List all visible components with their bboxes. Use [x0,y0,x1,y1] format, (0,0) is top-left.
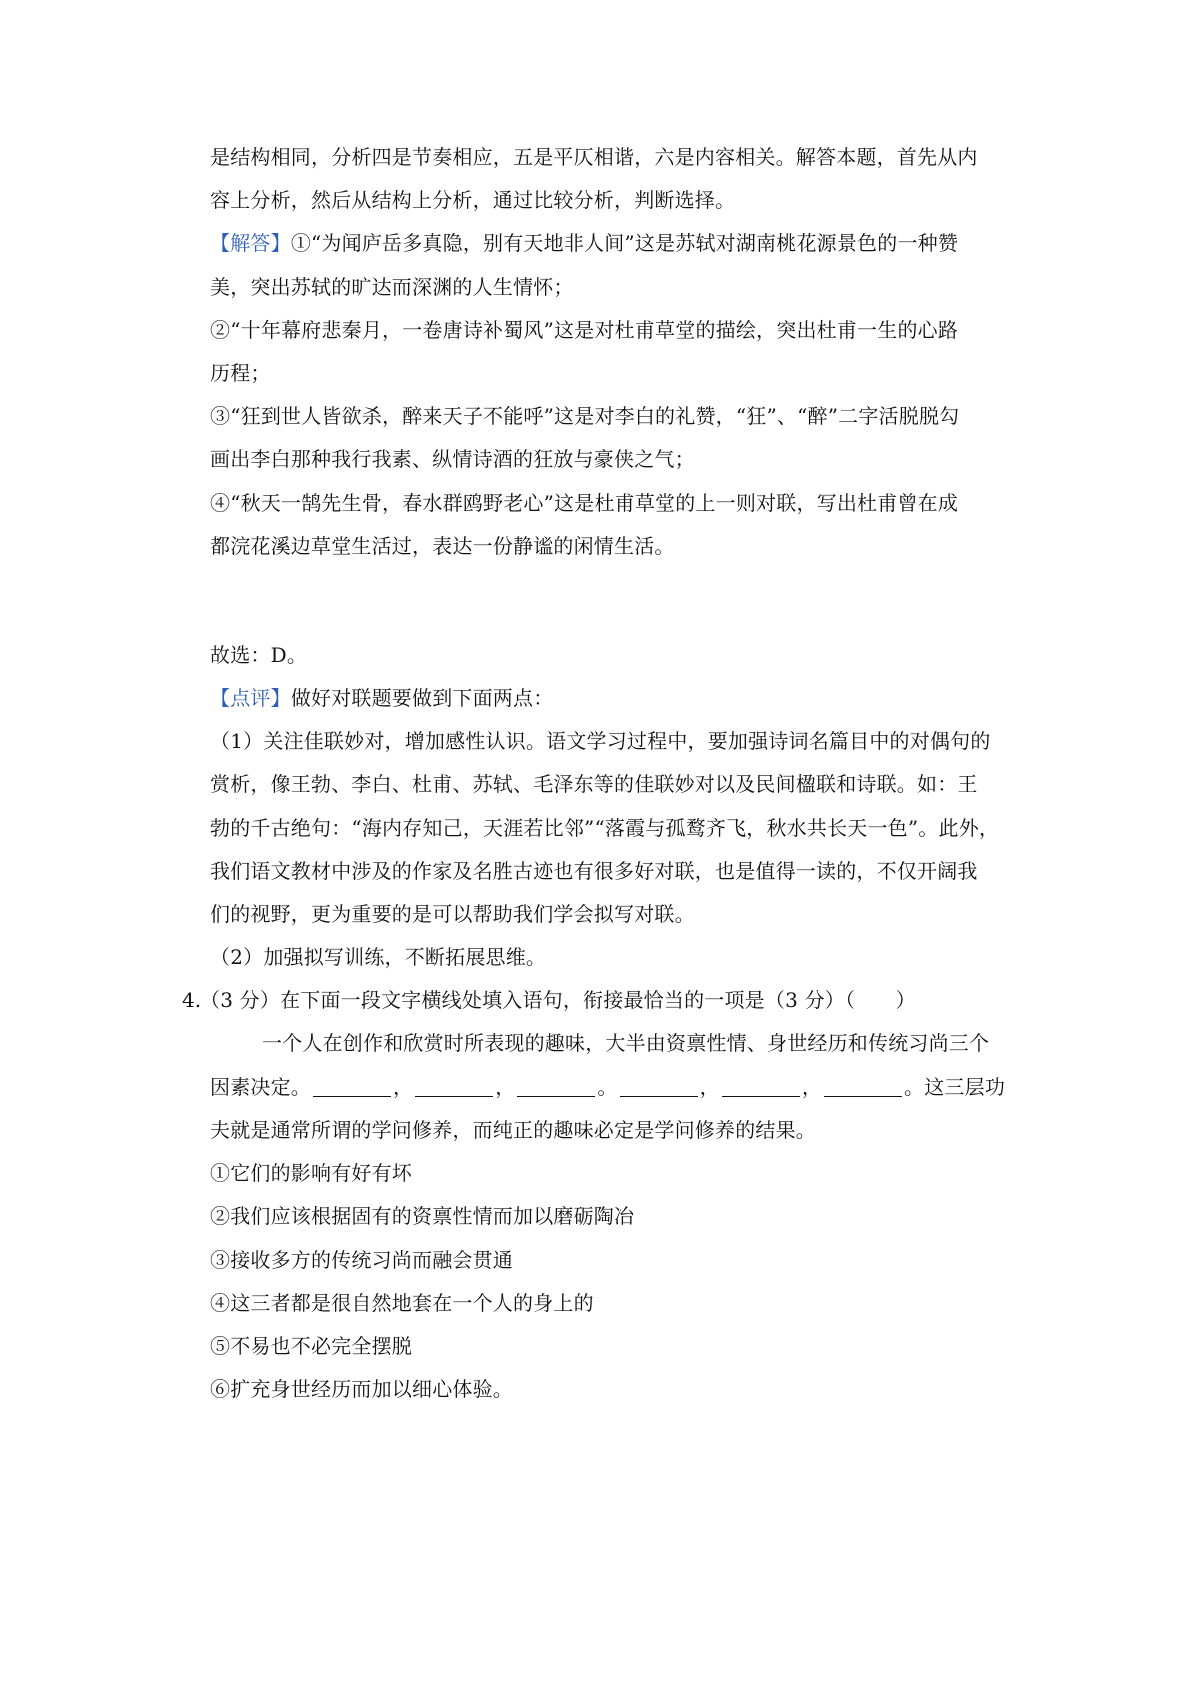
sep-period: 。 [597,1075,618,1099]
sep-comma-4: ， [801,1075,823,1099]
analysis-line-2: 容上分析，然后从结构上分析，通过比较分析，判断选择。 [210,188,736,212]
option-2: ②我们应该根据固有的资禀性情而加以磨砺陶冶 [210,1204,635,1228]
answer-item1-a: ①“为闻庐岳多真隐，别有天地非人间”这是苏轼对湖南桃花源景色的一种赞 [290,231,959,255]
answer-choice: 故选：D。 [210,643,308,667]
passage-line-3: 夫就是通常所谓的学问修养，而纯正的趣味必定是学问修养的结果。 [210,1118,816,1142]
comment-p2: （2）加强拟写训练，不断拓展思维。 [210,945,547,969]
comment-p1-c: 勃的千古绝句：“海内存知己，天涯若比邻”“落霞与孤鹜齐飞，秋水共长天一色”。此外， [210,816,1000,840]
comment-tag: 【点评】 [210,686,291,710]
answer-tag: 【解答】 [210,231,291,255]
analysis-line-1: 是结构相同，分析四是节奏相应，五是平仄相谐，六是内容相关。解答本题，首先从内 [210,145,978,169]
answer-item4-b: 都浣花溪边草堂生活过，表达一份静谧的闲情生活。 [210,534,675,558]
sep-comma-2: ， [495,1075,516,1099]
answer-item2-a: ②“十年幕府悲秦月，一卷唐诗补蜀风”这是对杜甫草堂的描绘，突出杜甫一生的心路 [210,318,959,342]
option-6: ⑥扩充身世经历而加以细心体验。 [210,1377,513,1401]
comment-p1-a: （1）关注佳联妙对，增加感性认识。语文学习过程中，要加强诗词名篇目中的对偶句的 [210,729,991,753]
option-1: ①它们的影响有好有坏 [210,1161,412,1185]
fill-blank-2[interactable] [415,1076,493,1097]
option-4: ④这三者都是很自然地套在一个人的身上的 [210,1291,594,1315]
answer-item1-b: 美，突出苏轼的旷达而深渊的人生情怀； [210,275,574,299]
comment-p1-b: 赏析，像王勃、李白、杜甫、苏轼、毛泽东等的佳联妙对以及民间楹联和诗联。如：王 [210,772,978,796]
answer-item2-b: 历程； [210,361,271,385]
passage-suffix: 。这三层功 [904,1075,1006,1099]
passage-line-2 [210,1072,1030,1102]
answer-item3-a: ③“狂到世人皆欲杀，醉来天子不能呼”这是对李白的礼赞，“狂”、“醉”二字活脱脱勾 [210,404,960,428]
passage-prefix: 因素决定。 [210,1075,311,1099]
fill-blank-3[interactable] [517,1076,595,1097]
sep-comma-3: ， [699,1075,720,1099]
fill-blank-5[interactable] [722,1076,800,1097]
option-5: ⑤不易也不必完全摆脱 [210,1334,412,1358]
fill-blank-1[interactable] [313,1076,391,1097]
option-3: ③接收多方的传统习尚而融会贯通 [210,1248,513,1272]
answer-item4-a: ④“秋天一鹄先生骨，春水群鸥野老心”这是杜甫草堂的上一则对联，写出杜甫曾在成 [210,491,959,515]
answer-line-1 [210,228,1030,258]
fill-blank-6[interactable] [824,1076,902,1097]
fill-blank-4[interactable] [620,1076,698,1097]
question-stem: （3 分）在下面一段文字横线处填入语句，衔接最恰当的一项是（3 分）（ ） [200,988,916,1012]
sep-comma-1: ， [393,1075,414,1099]
comment-intro: 做好对联题要做到下面两点： [290,686,554,710]
answer-item3-b: 画出李白那种我行我素、纵情诗酒的狂放与豪侠之气； [210,447,695,471]
comment-p1-d: 我们语文教材中涉及的作家及名胜古迹也有很多好对联，也是值得一读的，不仅开阔我 [210,859,978,883]
comment-p1-e: 们的视野，更为重要的是可以帮助我们学会拟写对联。 [210,902,695,926]
comment-line-intro [210,683,1030,713]
question-number: 4. [182,988,202,1012]
passage-line-1: 一个人在创作和欣赏时所表现的趣味，大半由资禀性情、身世经历和传统习尚三个 [262,1031,990,1055]
